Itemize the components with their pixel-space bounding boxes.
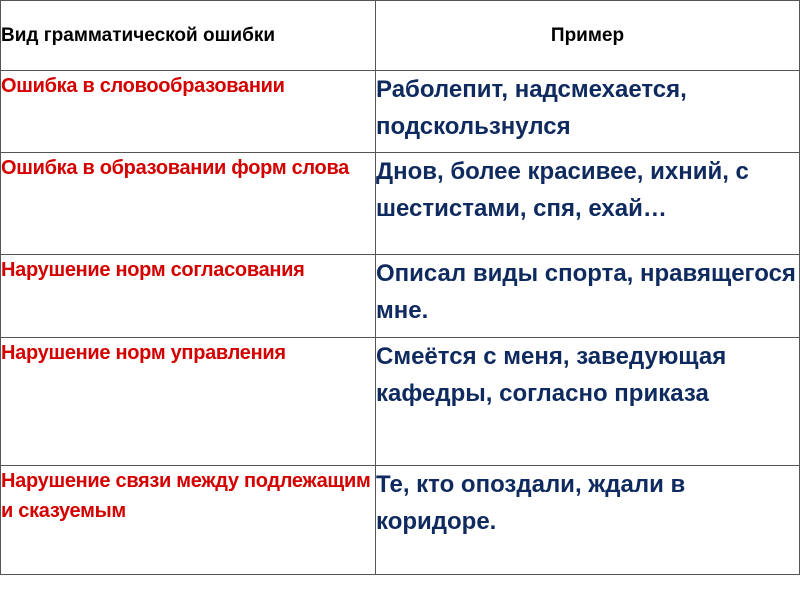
header-error-type: Вид грамматической ошибки: [1, 1, 376, 71]
table-row: [1, 338, 800, 466]
error-type-cell: Нарушение норм управления: [1, 338, 376, 466]
example-cell: Описал виды спорта, нравящегося мне.: [376, 255, 800, 338]
table-row: [1, 255, 800, 338]
table-row: [1, 466, 800, 575]
table-header-row: [1, 1, 800, 71]
example-cell: Те, кто опоздали, ждали в коридоре.: [376, 466, 800, 575]
error-type-cell: Нарушение норм согласования: [1, 255, 376, 338]
error-type-cell: Ошибка в словообразовании: [1, 71, 376, 153]
example-cell: Раболепит, надсмехается, подскользнулся: [376, 71, 800, 153]
header-example: Пример: [376, 1, 800, 71]
error-type-cell: Нарушение связи между подлежащим и сказуемым: [1, 466, 376, 575]
example-cell: Смеётся с меня, заведующая кафедры, согласно приказа: [376, 338, 800, 466]
error-type-cell: Ошибка в образовании форм слова: [1, 153, 376, 255]
table-row: [1, 71, 800, 153]
example-cell: Днов, более красивее, ихний, с шестистами, спя, ехай…: [376, 153, 800, 255]
table-row: [1, 153, 800, 255]
